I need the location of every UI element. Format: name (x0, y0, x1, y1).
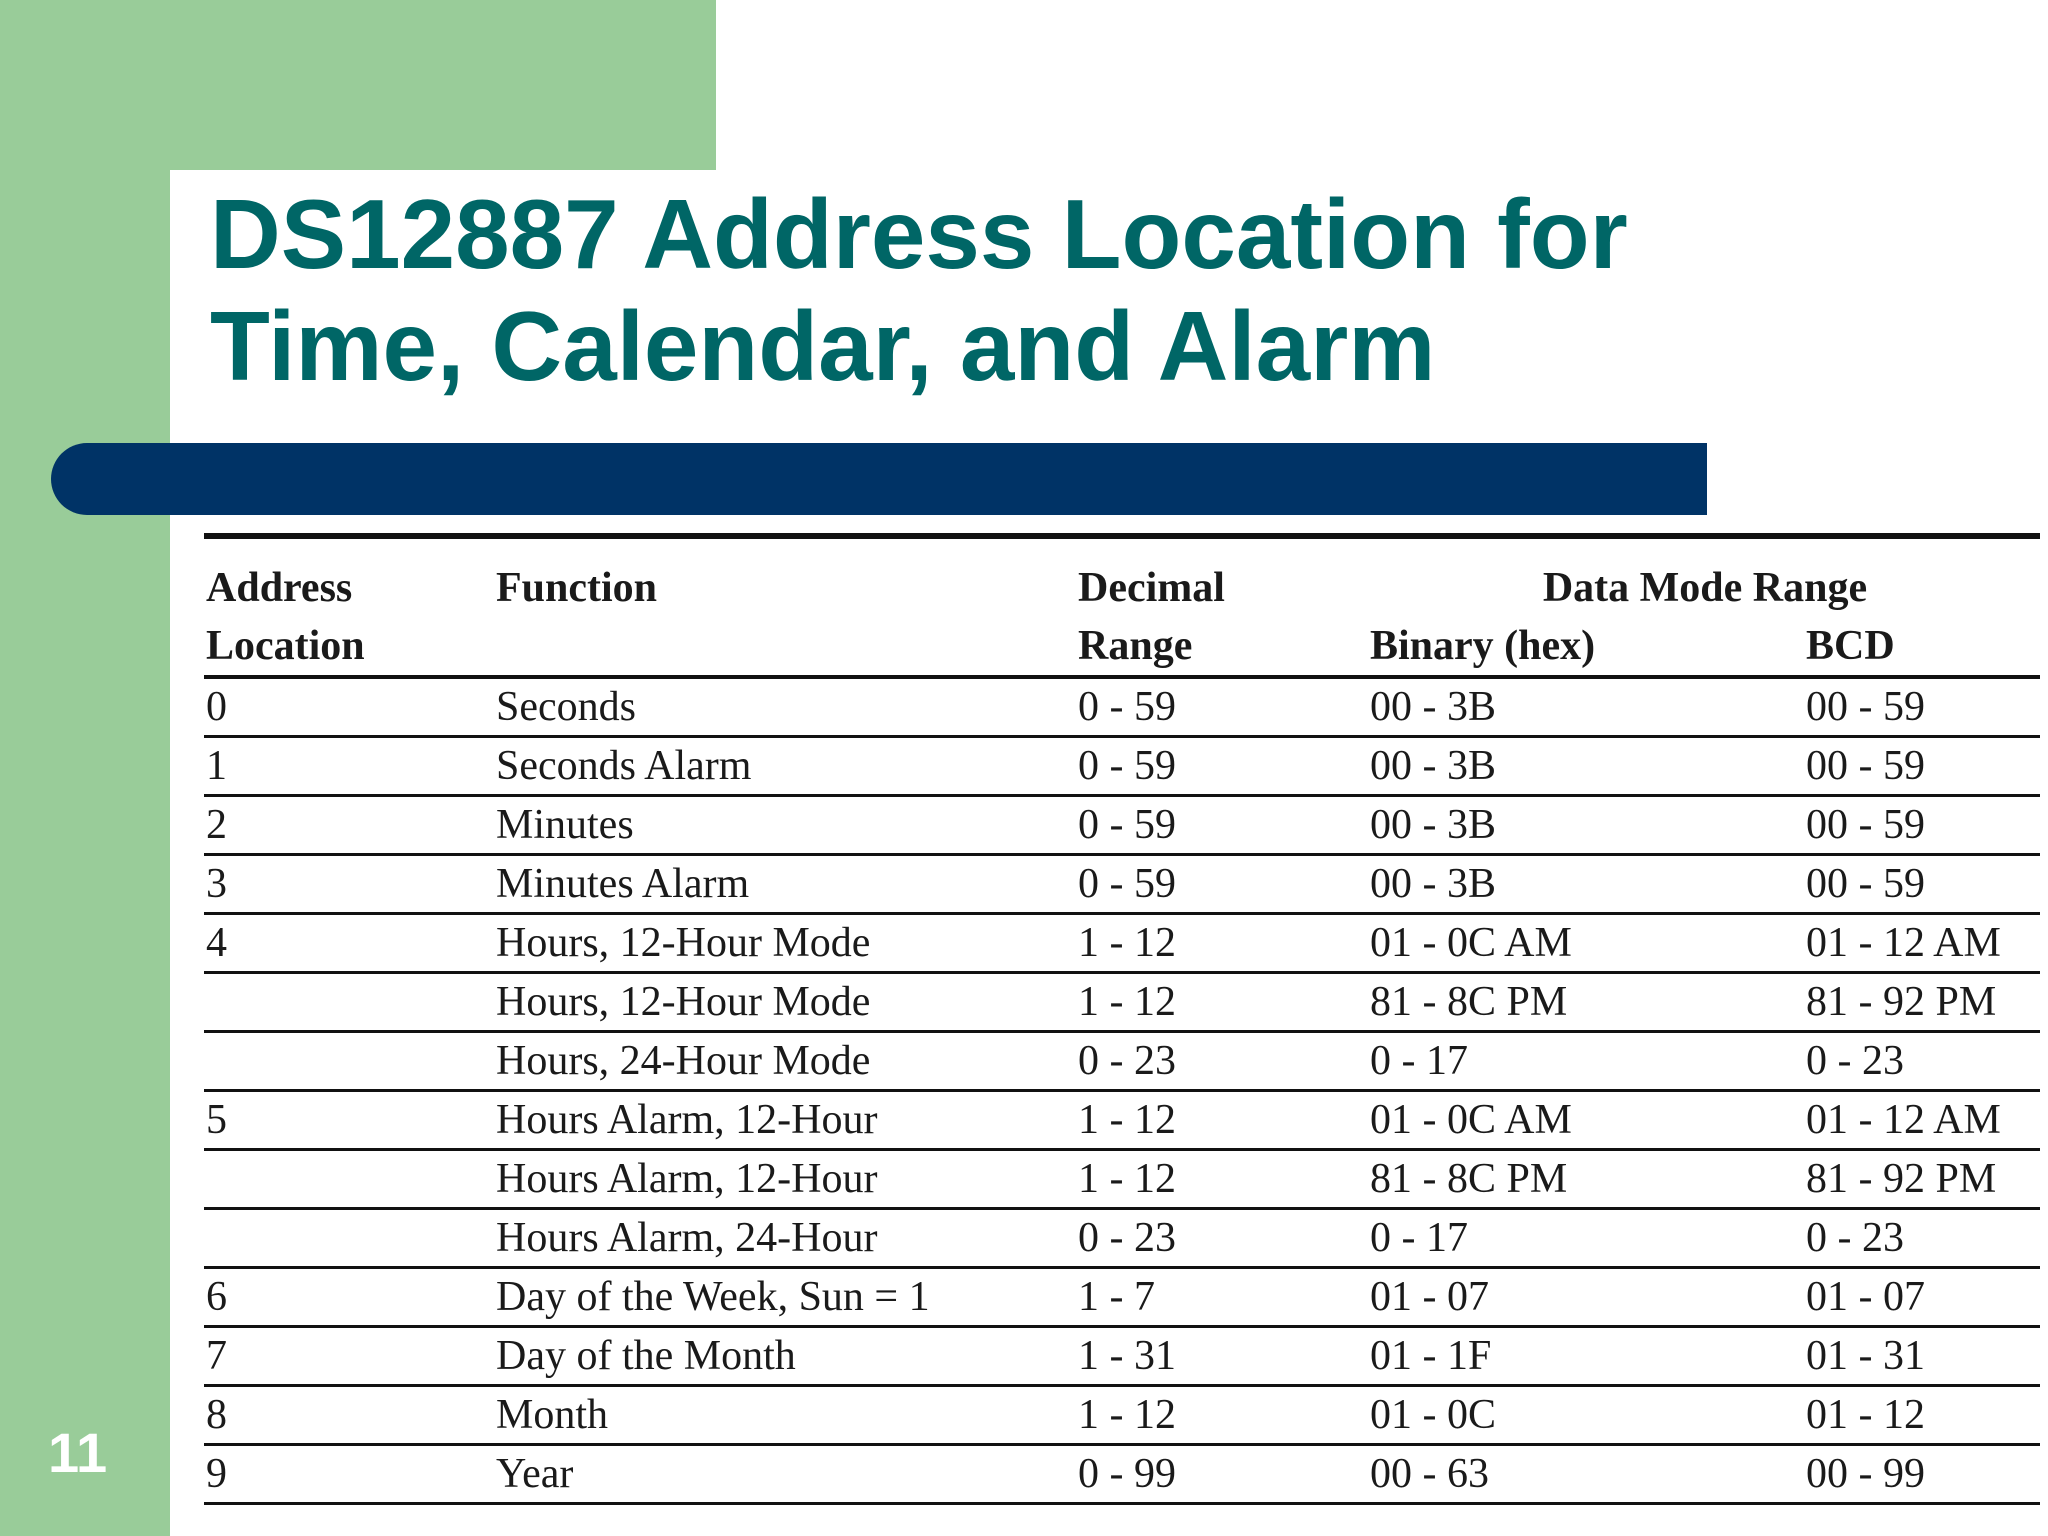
cell-function: Day of the Week, Sun = 1 (494, 1268, 1076, 1327)
cell-binary-hex: 0 - 17 (1368, 1209, 1804, 1268)
header-range: Range (1076, 617, 1368, 677)
cell-binary-hex: 0 - 17 (1368, 1032, 1804, 1091)
cell-decimal-range: 1 - 31 (1076, 1327, 1368, 1386)
header-row-1 (204, 539, 2040, 617)
header-function: Function (496, 565, 658, 611)
cell-function: Minutes Alarm (494, 855, 1076, 914)
left-accent-band (0, 0, 170, 1536)
table-row (204, 855, 2040, 914)
header-bcd: BCD (1804, 617, 2040, 677)
cell-address (204, 973, 494, 1032)
cell-bcd: 01 - 12 AM (1804, 1091, 2040, 1150)
cell-function: Month (494, 1386, 1076, 1445)
cell-bcd: 81 - 92 PM (1804, 1150, 2040, 1209)
header-function-blank (494, 617, 1076, 677)
cell-address: 0 (204, 677, 494, 737)
table-row (204, 1150, 2040, 1209)
table-row (204, 1445, 2040, 1504)
cell-address (204, 1150, 494, 1209)
table-row (204, 1032, 2040, 1091)
table-row (204, 1209, 2040, 1268)
table-row (204, 973, 2040, 1032)
cell-bcd: 01 - 12 AM (1804, 914, 2040, 973)
slide-number: 11 (48, 1421, 108, 1484)
cell-bcd: 00 - 59 (1804, 677, 2040, 737)
table-row (204, 737, 2040, 796)
cell-function: Seconds (494, 677, 1076, 737)
cell-decimal-range: 1 - 12 (1076, 1386, 1368, 1445)
cell-function: Hours, 12-Hour Mode (494, 914, 1076, 973)
cell-bcd: 01 - 07 (1804, 1268, 2040, 1327)
table-body (204, 677, 2040, 1504)
cell-address: 8 (204, 1386, 494, 1445)
header-address: Address (206, 565, 353, 611)
cell-bcd: 01 - 12 (1804, 1386, 2040, 1445)
cell-decimal-range: 0 - 59 (1076, 677, 1368, 737)
cell-decimal-range: 1 - 12 (1076, 914, 1368, 973)
table-row (204, 796, 2040, 855)
cell-address: 3 (204, 855, 494, 914)
cell-binary-hex: 01 - 1F (1368, 1327, 1804, 1386)
top-accent-band (0, 0, 716, 170)
cell-address (204, 1032, 494, 1091)
cell-function: Day of the Month (494, 1327, 1076, 1386)
cell-bcd: 00 - 59 (1804, 737, 2040, 796)
table-row (204, 677, 2040, 737)
table-row (204, 1327, 2040, 1386)
cell-binary-hex: 00 - 3B (1368, 737, 1804, 796)
cell-decimal-range: 0 - 99 (1076, 1445, 1368, 1504)
cell-decimal-range: 0 - 59 (1076, 796, 1368, 855)
cell-decimal-range: 0 - 23 (1076, 1032, 1368, 1091)
cell-decimal-range: 1 - 12 (1076, 1091, 1368, 1150)
header-binary-hex: Binary (hex) (1368, 617, 1804, 677)
cell-bcd: 00 - 99 (1804, 1445, 2040, 1504)
cell-binary-hex: 01 - 07 (1368, 1268, 1804, 1327)
cell-address: 9 (204, 1445, 494, 1504)
cell-binary-hex: 01 - 0C AM (1368, 914, 1804, 973)
header-location: Location (204, 617, 494, 677)
cell-decimal-range: 1 - 12 (1076, 1150, 1368, 1209)
title-line-2: Time, Calendar, and Alarm (210, 291, 1436, 401)
cell-address: 2 (204, 796, 494, 855)
cell-bcd: 00 - 59 (1804, 855, 2040, 914)
cell-binary-hex: 00 - 63 (1368, 1445, 1804, 1504)
cell-address: 7 (204, 1327, 494, 1386)
cell-bcd: 01 - 31 (1804, 1327, 2040, 1386)
cell-function: Hours Alarm, 12-Hour (494, 1150, 1076, 1209)
table-row (204, 914, 2040, 973)
cell-binary-hex: 01 - 0C AM (1368, 1091, 1804, 1150)
table-row (204, 1268, 2040, 1327)
cell-binary-hex: 81 - 8C PM (1368, 1150, 1804, 1209)
header-row-2 (204, 617, 2040, 677)
cell-decimal-range: 0 - 23 (1076, 1209, 1368, 1268)
cell-decimal-range: 1 - 7 (1076, 1268, 1368, 1327)
header-data-mode-range: Data Mode Range (1542, 565, 1868, 611)
cell-function: Minutes (494, 796, 1076, 855)
cell-function: Hours Alarm, 24-Hour (494, 1209, 1076, 1268)
cell-decimal-range: 0 - 59 (1076, 737, 1368, 796)
cell-address (204, 1209, 494, 1268)
cell-address: 4 (204, 914, 494, 973)
cell-address: 6 (204, 1268, 494, 1327)
cell-decimal-range: 0 - 59 (1076, 855, 1368, 914)
cell-binary-hex: 81 - 8C PM (1368, 973, 1804, 1032)
cell-decimal-range: 1 - 12 (1076, 973, 1368, 1032)
cell-binary-hex: 00 - 3B (1368, 855, 1804, 914)
title-underline-bar (51, 443, 1707, 515)
address-table-container (204, 533, 2040, 1505)
cell-bcd: 0 - 23 (1804, 1032, 2040, 1091)
cell-function: Year (494, 1445, 1076, 1504)
cell-address: 1 (204, 737, 494, 796)
cell-bcd: 81 - 92 PM (1804, 973, 2040, 1032)
cell-function: Hours, 12-Hour Mode (494, 973, 1076, 1032)
cell-binary-hex: 00 - 3B (1368, 796, 1804, 855)
header-decimal: Decimal (1078, 565, 1225, 611)
cell-function: Seconds Alarm (494, 737, 1076, 796)
cell-function: Hours, 24-Hour Mode (494, 1032, 1076, 1091)
cell-function: Hours Alarm, 12-Hour (494, 1091, 1076, 1150)
cell-binary-hex: 00 - 3B (1368, 677, 1804, 737)
slide-title (210, 178, 1710, 402)
cell-bcd: 0 - 23 (1804, 1209, 2040, 1268)
title-line-1: DS12887 Address Location for (210, 179, 1628, 289)
address-table (204, 539, 2040, 1505)
cell-bcd: 00 - 59 (1804, 796, 2040, 855)
cell-address: 5 (204, 1091, 494, 1150)
cell-binary-hex: 01 - 0C (1368, 1386, 1804, 1445)
table-row (204, 1386, 2040, 1445)
table-row (204, 1091, 2040, 1150)
